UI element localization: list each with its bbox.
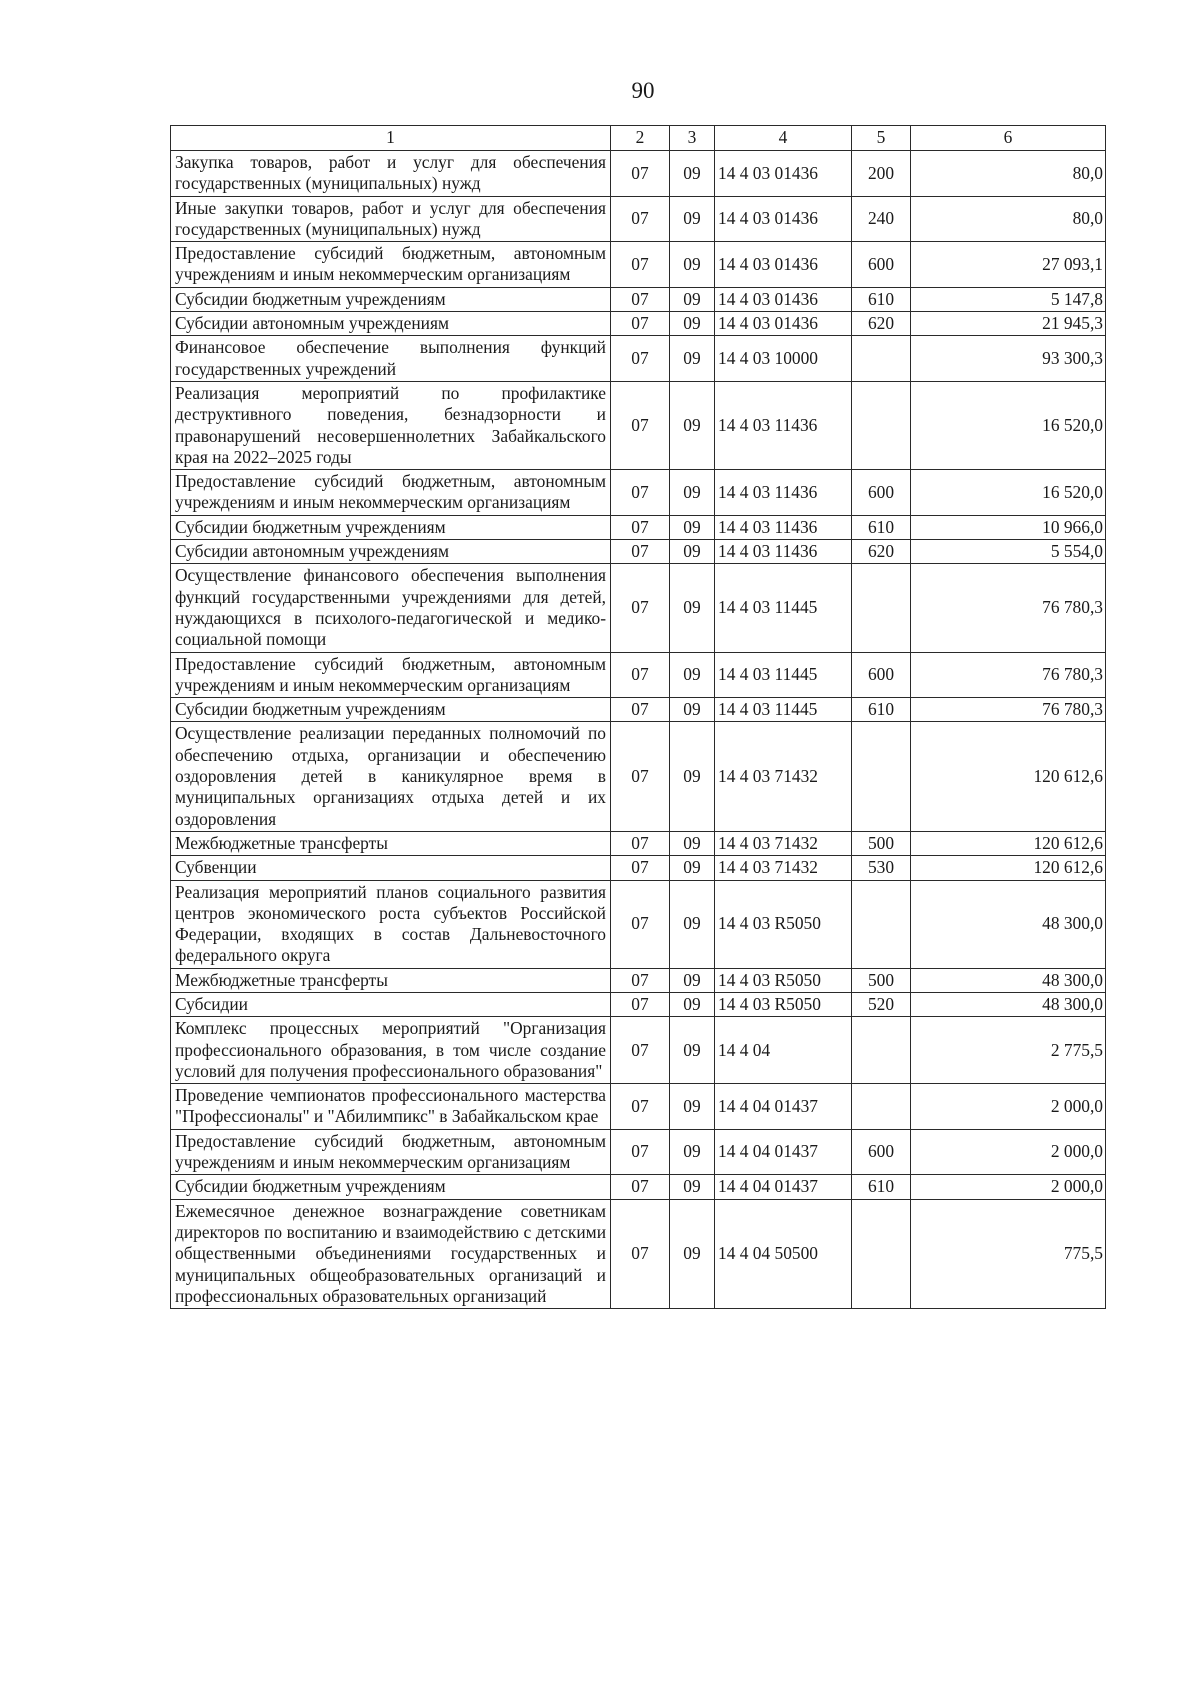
- row-amount: 76 780,3: [911, 652, 1106, 698]
- row-subsection-code: 09: [670, 880, 715, 968]
- row-subsection-code: 09: [670, 968, 715, 992]
- table-row: [171, 992, 1106, 1016]
- table-row: [171, 312, 1106, 336]
- row-amount: 76 780,3: [911, 698, 1106, 722]
- row-subsection-code: 09: [670, 470, 715, 516]
- row-amount: 5 554,0: [911, 540, 1106, 564]
- column-header-3: 3: [670, 126, 715, 151]
- row-expense-type: 530: [852, 856, 911, 880]
- row-expense-type: 610: [852, 515, 911, 539]
- row-target-article: 14 4 04 01437: [715, 1175, 852, 1199]
- row-target-article: 14 4 03 11445: [715, 698, 852, 722]
- row-amount: 2 775,5: [911, 1017, 1106, 1084]
- row-subsection-code: 09: [670, 515, 715, 539]
- column-header-4: 4: [715, 126, 852, 151]
- row-subsection-code: 09: [670, 722, 715, 831]
- row-amount: 2 000,0: [911, 1175, 1106, 1199]
- row-description: Иные закупки товаров, работ и услуг для обеспечения государственных (муниципальных) нужд: [171, 196, 611, 242]
- row-description: Субвенции: [171, 856, 611, 880]
- row-amount: 10 966,0: [911, 515, 1106, 539]
- row-description: Комплекс процессных мероприятий "Организация профессионального образования, в том числе создание условий для получения профессионального образования": [171, 1017, 611, 1084]
- row-expense-type: [852, 1199, 911, 1308]
- table-row: [171, 381, 1106, 469]
- row-description: Финансовое обеспечение выполнения функций государственных учреждений: [171, 336, 611, 382]
- row-description: Закупка товаров, работ и услуг для обеспечения государственных (муниципальных) нужд: [171, 151, 611, 197]
- column-header-1: 1: [171, 126, 611, 151]
- table-row: [171, 336, 1106, 382]
- row-description: Субсидии автономным учреждениям: [171, 312, 611, 336]
- row-expense-type: 600: [852, 242, 911, 288]
- row-expense-type: [852, 722, 911, 831]
- row-amount: 76 780,3: [911, 564, 1106, 652]
- row-expense-type: 520: [852, 992, 911, 1016]
- row-target-article: 14 4 03 01436: [715, 151, 852, 197]
- row-amount: 48 300,0: [911, 992, 1106, 1016]
- row-subsection-code: 09: [670, 1199, 715, 1308]
- row-subsection-code: 09: [670, 992, 715, 1016]
- table-row: [171, 1129, 1106, 1175]
- row-description: Межбюджетные трансферты: [171, 831, 611, 855]
- row-section-code: 07: [611, 992, 670, 1016]
- table-row: [171, 564, 1106, 652]
- table-row: [171, 515, 1106, 539]
- table-row: [171, 856, 1106, 880]
- row-description: Субсидии: [171, 992, 611, 1016]
- table-row: [171, 287, 1106, 311]
- row-target-article: 14 4 04 50500: [715, 1199, 852, 1308]
- row-section-code: 07: [611, 856, 670, 880]
- row-section-code: 07: [611, 312, 670, 336]
- table-row: [171, 540, 1106, 564]
- table-row: [171, 880, 1106, 968]
- row-target-article: 14 4 03 11436: [715, 540, 852, 564]
- row-target-article: 14 4 03 R5050: [715, 992, 852, 1016]
- row-section-code: 07: [611, 1084, 670, 1130]
- row-subsection-code: 09: [670, 1129, 715, 1175]
- row-section-code: 07: [611, 515, 670, 539]
- row-amount: 16 520,0: [911, 381, 1106, 469]
- row-section-code: 07: [611, 652, 670, 698]
- table-row: [171, 1084, 1106, 1130]
- row-target-article: 14 4 03 01436: [715, 196, 852, 242]
- row-amount: 2 000,0: [911, 1129, 1106, 1175]
- row-section-code: 07: [611, 722, 670, 831]
- row-target-article: 14 4 03 01436: [715, 312, 852, 336]
- row-target-article: 14 4 04 01437: [715, 1129, 852, 1175]
- row-subsection-code: 09: [670, 242, 715, 288]
- table-row: [171, 196, 1106, 242]
- budget-table: [170, 125, 1106, 1309]
- table-row: [171, 151, 1106, 197]
- row-section-code: 07: [611, 1129, 670, 1175]
- row-target-article: 14 4 03 R5050: [715, 880, 852, 968]
- row-expense-type: 610: [852, 287, 911, 311]
- table-row: [171, 722, 1106, 831]
- row-section-code: 07: [611, 698, 670, 722]
- row-target-article: 14 4 03 71432: [715, 722, 852, 831]
- row-subsection-code: 09: [670, 698, 715, 722]
- row-amount: 93 300,3: [911, 336, 1106, 382]
- row-expense-type: 610: [852, 698, 911, 722]
- row-section-code: 07: [611, 564, 670, 652]
- row-description: Субсидии автономным учреждениям: [171, 540, 611, 564]
- row-subsection-code: 09: [670, 856, 715, 880]
- row-expense-type: [852, 564, 911, 652]
- row-target-article: 14 4 03 11436: [715, 381, 852, 469]
- row-expense-type: 610: [852, 1175, 911, 1199]
- row-amount: 21 945,3: [911, 312, 1106, 336]
- row-target-article: 14 4 03 71432: [715, 831, 852, 855]
- row-target-article: 14 4 03 11436: [715, 515, 852, 539]
- row-amount: 120 612,6: [911, 831, 1106, 855]
- row-description: Субсидии бюджетным учреждениям: [171, 698, 611, 722]
- row-description: Ежемесячное денежное вознаграждение советникам директоров по воспитанию и взаимодействию с детскими общественными объединениями государственных и муниципальных общеобразовательных организаций и профессиональных образовательных организаций: [171, 1199, 611, 1308]
- row-expense-type: 600: [852, 1129, 911, 1175]
- row-description: Предоставление субсидий бюджетным, автономным учреждениям и иным некоммерческим организациям: [171, 470, 611, 516]
- row-description: Субсидии бюджетным учреждениям: [171, 515, 611, 539]
- row-section-code: 07: [611, 968, 670, 992]
- row-amount: 48 300,0: [911, 880, 1106, 968]
- row-description: Реализация мероприятий по профилактике деструктивного поведения, безнадзорности и правонарушений несовершеннолетних Забайкальского края на 2022–2025 годы: [171, 381, 611, 469]
- row-section-code: 07: [611, 196, 670, 242]
- table-row: [171, 1017, 1106, 1084]
- row-section-code: 07: [611, 831, 670, 855]
- row-subsection-code: 09: [670, 287, 715, 311]
- column-header-6: 6: [911, 126, 1106, 151]
- row-section-code: 07: [611, 1199, 670, 1308]
- table-row: [171, 968, 1106, 992]
- row-section-code: 07: [611, 151, 670, 197]
- row-target-article: 14 4 03 11445: [715, 652, 852, 698]
- row-subsection-code: 09: [670, 336, 715, 382]
- row-section-code: 07: [611, 287, 670, 311]
- row-amount: 16 520,0: [911, 470, 1106, 516]
- row-expense-type: 600: [852, 470, 911, 516]
- row-description: Реализация мероприятий планов социального развития центров экономического роста субъектов Российской Федерации, входящих в состав Дальневосточного федерального округа: [171, 880, 611, 968]
- table-row: [171, 1199, 1106, 1308]
- row-expense-type: [852, 1017, 911, 1084]
- row-amount: 2 000,0: [911, 1084, 1106, 1130]
- row-section-code: 07: [611, 336, 670, 382]
- row-section-code: 07: [611, 470, 670, 516]
- row-section-code: 07: [611, 242, 670, 288]
- row-subsection-code: 09: [670, 1084, 715, 1130]
- row-target-article: 14 4 03 11436: [715, 470, 852, 516]
- table-row: [171, 698, 1106, 722]
- row-subsection-code: 09: [670, 652, 715, 698]
- row-target-article: 14 4 04: [715, 1017, 852, 1084]
- row-subsection-code: 09: [670, 196, 715, 242]
- row-expense-type: 500: [852, 968, 911, 992]
- column-header-5: 5: [852, 126, 911, 151]
- row-section-code: 07: [611, 381, 670, 469]
- page-number: 90: [631, 78, 655, 103]
- row-expense-type: [852, 336, 911, 382]
- row-section-code: 07: [611, 540, 670, 564]
- row-subsection-code: 09: [670, 540, 715, 564]
- row-target-article: 14 4 04 01437: [715, 1084, 852, 1130]
- row-subsection-code: 09: [670, 831, 715, 855]
- row-subsection-code: 09: [670, 312, 715, 336]
- row-target-article: 14 4 03 01436: [715, 287, 852, 311]
- row-expense-type: 620: [852, 540, 911, 564]
- row-section-code: 07: [611, 880, 670, 968]
- row-expense-type: [852, 1084, 911, 1130]
- row-target-article: 14 4 03 R5050: [715, 968, 852, 992]
- row-subsection-code: 09: [670, 151, 715, 197]
- row-expense-type: 600: [852, 652, 911, 698]
- table-header-row: [171, 126, 1106, 151]
- table-row: [171, 242, 1106, 288]
- row-amount: 5 147,8: [911, 287, 1106, 311]
- row-amount: 775,5: [911, 1199, 1106, 1308]
- table-row: [171, 470, 1106, 516]
- row-description: Предоставление субсидий бюджетным, автономным учреждениям и иным некоммерческим организациям: [171, 242, 611, 288]
- row-description: Проведение чемпионатов профессионального мастерства "Профессионалы" и "Абилимпикс" в Забайкальском крае: [171, 1084, 611, 1130]
- row-section-code: 07: [611, 1017, 670, 1084]
- row-section-code: 07: [611, 1175, 670, 1199]
- row-description: Осуществление реализации переданных полномочий по обеспечению отдыха, организации и обеспечению оздоровления детей в каникулярное время в муниципальных организациях отдыха детей и их оздоровления: [171, 722, 611, 831]
- row-expense-type: 620: [852, 312, 911, 336]
- row-amount: 80,0: [911, 196, 1106, 242]
- table-row: [171, 831, 1106, 855]
- row-amount: 80,0: [911, 151, 1106, 197]
- row-target-article: 14 4 03 01436: [715, 242, 852, 288]
- table-row: [171, 1175, 1106, 1199]
- table-row: [171, 652, 1106, 698]
- row-expense-type: 500: [852, 831, 911, 855]
- row-subsection-code: 09: [670, 1175, 715, 1199]
- row-subsection-code: 09: [670, 564, 715, 652]
- row-subsection-code: 09: [670, 1017, 715, 1084]
- row-description: Субсидии бюджетным учреждениям: [171, 287, 611, 311]
- row-description: Предоставление субсидий бюджетным, автономным учреждениям и иным некоммерческим организациям: [171, 1129, 611, 1175]
- row-expense-type: [852, 880, 911, 968]
- row-target-article: 14 4 03 71432: [715, 856, 852, 880]
- row-target-article: 14 4 03 11445: [715, 564, 852, 652]
- row-description: Субсидии бюджетным учреждениям: [171, 1175, 611, 1199]
- row-amount: 120 612,6: [911, 856, 1106, 880]
- row-expense-type: 240: [852, 196, 911, 242]
- column-header-2: 2: [611, 126, 670, 151]
- row-description: Предоставление субсидий бюджетным, автономным учреждениям и иным некоммерческим организациям: [171, 652, 611, 698]
- row-expense-type: 200: [852, 151, 911, 197]
- row-amount: 27 093,1: [911, 242, 1106, 288]
- row-amount: 120 612,6: [911, 722, 1106, 831]
- row-amount: 48 300,0: [911, 968, 1106, 992]
- row-description: Межбюджетные трансферты: [171, 968, 611, 992]
- row-target-article: 14 4 03 10000: [715, 336, 852, 382]
- row-expense-type: [852, 381, 911, 469]
- row-description: Осуществление финансового обеспечения выполнения функций государственными учреждениями для детей, нуждающихся в психолого-педагогической и медико-социальной помощи: [171, 564, 611, 652]
- row-subsection-code: 09: [670, 381, 715, 469]
